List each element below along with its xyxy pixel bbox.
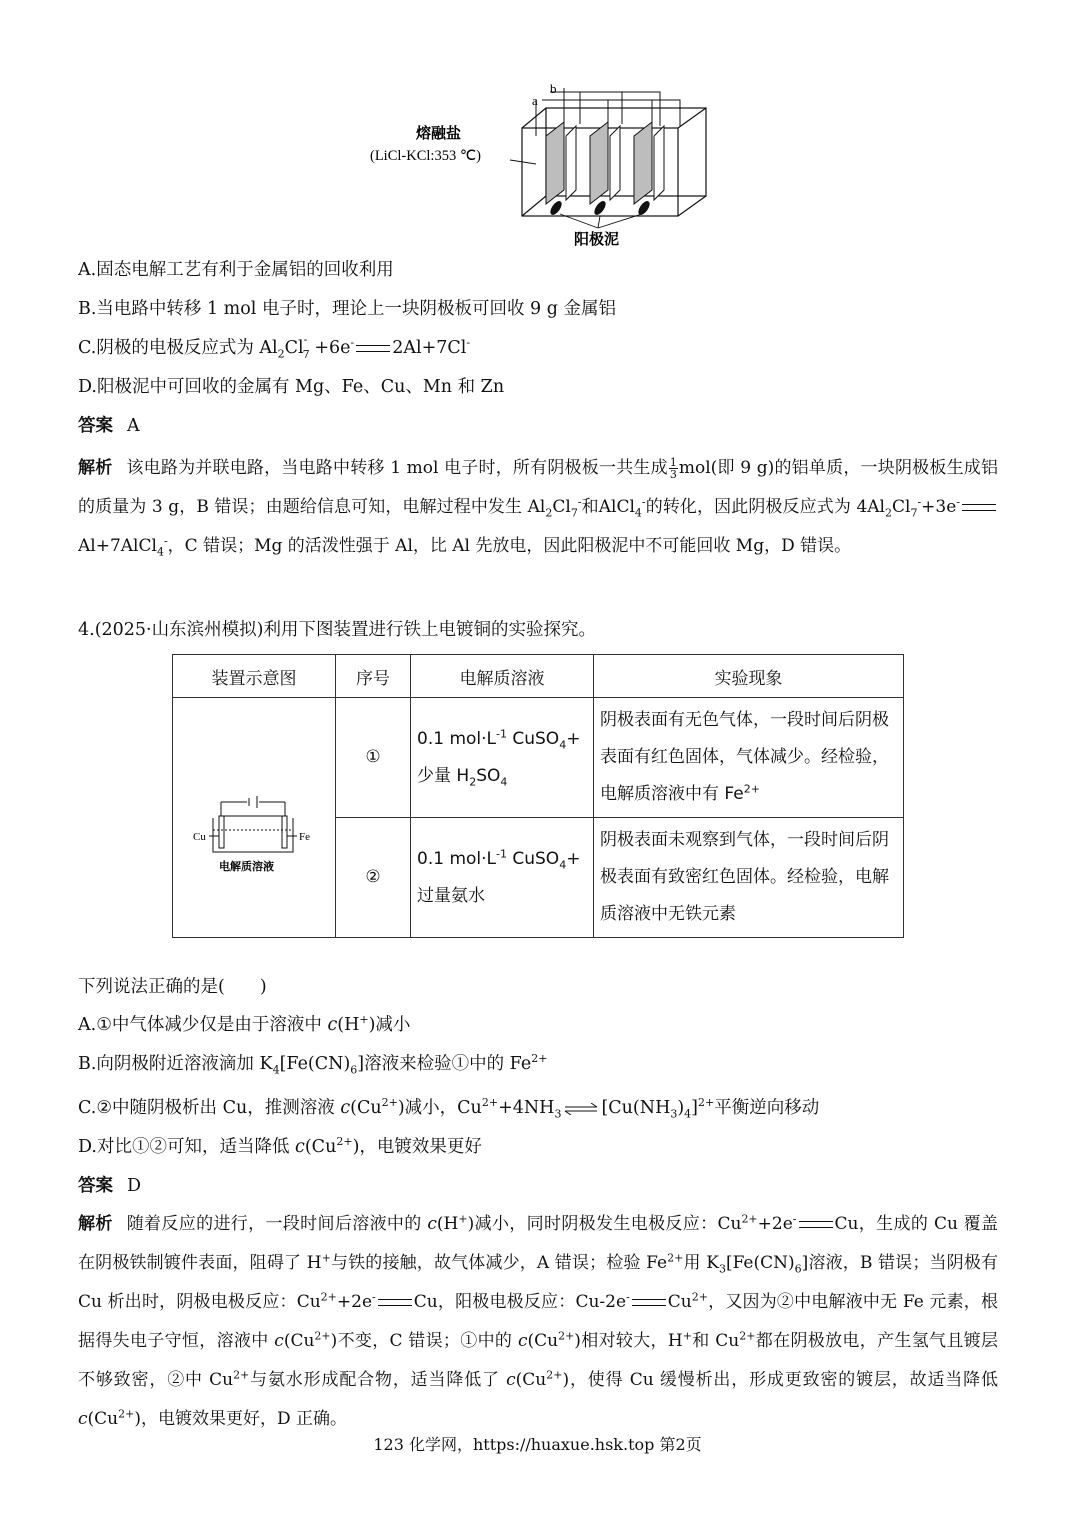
q3-analysis: 解析 该电路为并联电路，当电路中转移 1 mol 电子时，所有阴极板一共生成 $\frac{1}{3}$ mol(即 9 g)的铝单质，一块阴极板生成铝的质量为 3 g，B 错误；由题给信息可知，电解过程中发生 $Al_2Cl_7^-$和AlCl$_4$-的转化，因此阴极反应式为 $4Al_2Cl_7^-+3e^-Al+7AlCl_4^-$，C 错误；Mg 的活泼性强于 Al，比 Al 先放电，因此阳极泥中不可能回收 Mg，D 错误。 bbox=[78, 456, 999, 559]
q3-option-c: C.阴极的电极反应式为 $Al_2Cl_7^- +6e^-$ 2Al+7Cl- bbox=[78, 333, 471, 361]
analysis-label: 解析 bbox=[78, 458, 113, 478]
answer-label: 答案 bbox=[78, 1176, 113, 1196]
anode-mud-label: 阳极泥 bbox=[574, 230, 620, 248]
label-a: a bbox=[532, 93, 538, 108]
q4-question: 下列说法正确的是( ) bbox=[78, 977, 267, 997]
electrolysis-cell-figure bbox=[360, 80, 720, 250]
experiment-table bbox=[172, 654, 904, 938]
q4-option-a: A.①中气体减少仅是由于溶液中 c(H+)减小 bbox=[78, 1013, 411, 1035]
q3-option-a: A.固态电解工艺有利于金属铝的回收利用 bbox=[78, 260, 394, 280]
header-number: 序号 bbox=[336, 655, 411, 698]
header-phenomenon: 实验现象 bbox=[594, 655, 904, 698]
q4-answer bbox=[78, 1174, 141, 1198]
q4-analysis: 解析 随着反应的进行，一段时间后溶液中的 c(H+)减小，同时阴极发生电极反应：$Cu^{2+}+2e^-$ Cu，生成的 Cu 覆盖在阴极铁制镀件表面，阻碍了 H+与铁的接触，故气体减少，A 错误；检验 $Fe^{2+}$用 $K_3[Fe(CN)_6]$溶液，B 错误；当阴极有 Cu 析出时，阴极电极反应：$Cu^{2+}+2e^-$ Cu，阳极电极反应：Cu-2e- $Cu^{2+}$，又因为②中电解液中无 Fe 元素，根据得失电子守恒，溶液中 $c(Cu^{2+})$不变，C 错误；①中的 $c(Cu^{2+})$相对较大，H+和 $Cu^{2+}$都在阴极放电，产生氢气且镀层不够致密，②中 $Cu^{2+}$与氨水形成配合物，适当降低了 $c(Cu^{2+})$，使得 Cu 缓慢析出，形成更致密的镀层，故适当降低 $c(Cu^{2+})$，电镀效果更好，D 正确。 bbox=[78, 1212, 999, 1429]
q4-option-d: D.对比①②可知，适当降低 $c(Cu^{2+})$，电镀效果更好 bbox=[78, 1135, 482, 1157]
header-diagram: 装置示意图 bbox=[173, 655, 336, 698]
answer-label: 答案 bbox=[78, 416, 113, 436]
q3-option-b: B.当电路中转移 1 mol 电子时，理论上一块阴极板可回收 9 g 金属铝 bbox=[78, 299, 616, 319]
row2-solution: 0.1 $mol\cdot L^{-1}$ CuSO$_4$+ 过量氨水 bbox=[411, 818, 594, 938]
salt-label: 熔融盐 bbox=[416, 124, 462, 142]
answer-value: D bbox=[127, 1176, 142, 1196]
cu-electrode-label: Cu bbox=[193, 830, 206, 843]
analysis-label: 解析 bbox=[78, 1214, 113, 1234]
q4-option-b: B.向阴极附近溶液滴加 $K_4[Fe(CN)_6]$溶液来检验①中的 $Fe^{2+}$ bbox=[78, 1052, 548, 1077]
header-solution: 电解质溶液 bbox=[411, 655, 594, 698]
solution-caption: 电解质溶液 bbox=[219, 859, 274, 873]
row2-number: ② bbox=[336, 818, 411, 938]
plating-apparatus-diagram bbox=[173, 736, 335, 886]
answer-value: A bbox=[127, 416, 140, 436]
row1-phenomenon: 阴极表面有无色气体，一段时间后阴极表面有红色固体，气体减少。经检验，电解质溶液中有 $Fe^{2+}$ bbox=[594, 698, 904, 818]
q3-option-d: D.阳极泥中可回收的金属有 Mg、Fe、Cu、Mn 和 Zn bbox=[78, 377, 505, 397]
row1-solution: 0.1 $mol\cdot L^{-1}$ CuSO$_4$+ 少量 $H_2SO_4$ bbox=[411, 698, 594, 818]
row2-phenomenon: 阴极表面未观察到气体，一段时间后阴极表面有致密红色固体。经检验，电解质溶液中无铁元素 bbox=[594, 818, 904, 938]
q3-answer bbox=[78, 414, 140, 438]
salt-formula: (LiCl-KCl:353 ℃) bbox=[370, 148, 481, 164]
row1-number: ① bbox=[336, 698, 411, 818]
q4-option-c: C.②中随阴极析出 Cu，推测溶液 $c(Cu^{2+})$减小，$Cu^{2+}+4NH_3$ $[Cu(NH_3)_4]^{2+}$平衡逆向移动 bbox=[78, 1096, 820, 1121]
q4-stem: 4.(2025·山东滨州模拟)利用下图装置进行铁上电镀铜的实验探究。 bbox=[78, 620, 596, 640]
fe-electrode-label: Fe bbox=[299, 830, 310, 843]
page-footer: 123 化学网，https://huaxue.hsk.top 第2页 bbox=[373, 1435, 702, 1454]
label-b: b bbox=[550, 81, 557, 96]
apparatus-cell bbox=[173, 698, 336, 938]
